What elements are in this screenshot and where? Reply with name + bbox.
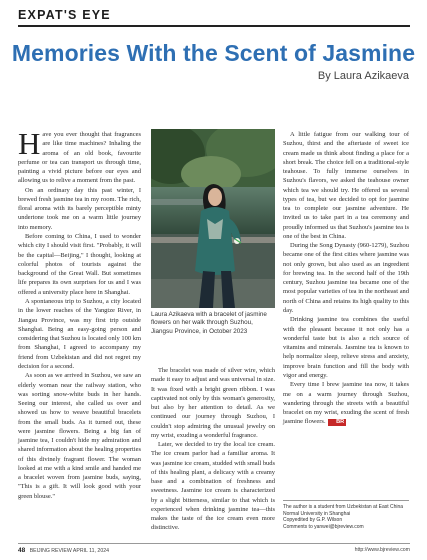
drop-cap: H [18,126,41,161]
page-number: 48 [18,546,26,554]
paragraph: Every time I brew jasmine tea now, it takes me on a warm journey through Suzhou, wandering through the streets with a beautiful bracelet on my wrist, exuding the scent of fresh jasmine flowers. BR [283,381,409,426]
paragraph: Later, we decided to try the local ice cream. The ice cream parlor had a familiar aroma. It was jasmine ice cream, studded with small buds of this healing plant, a delicacy with a creamy base and a combination of freshness and sweetness. Jasmine ice cream is characterized by a slight bitterness, similar to that which is experienced when drinking jasmine tea—this makes the taste of the ice cream even more distinctive. [151,441,275,532]
website-url: http://www.bjreview.com [354,546,410,553]
article-title: Memories With the Scent of Jasmine [11,40,416,66]
section-label: EXPAT'S EYE [18,8,111,22]
paragraph: A little fatigue from our walking tour of Suzhou, thirst and the aftertaste of sweet ice cream made us think about finding a place for a short break. The choice fell on a traditional-style teahouse. To fully immerse ourselves in Suzhou's flavors, we asked the teahouse owner which tea we should try. He offered us several types of tea, but we decided to opt for jasmine tea to complete our jasmine adventure. He invited us to take part in a tea ceremony and proudly informed us that Suzhou's jasmine tea is one of the best in China. [283,131,409,240]
paragraph: A spontaneous trip to Suzhou, a city located in the lower reaches of the Yangtze River, in Jiangsu Province, was my first trip outside Shanghai. Being an easy-going person and considering that Suzhou is located only 100 km from Shanghai, I agreed to accompany my friend from Uzbekistan and did not regret my decision for a second. [18,298,141,370]
paragraph: As soon as we arrived in Suzhou, we saw an elderly woman near the railway station, who was sorting snow-white buds in her hands. Seeing our interest, she called us over and showed us how to weave beautiful bracelets from the small buds. As it turned out, these were jasmine flowers. Being a big fan of jasmine tea, I couldn't hide my admiration and shared information about the healing properties of this divinely fragrant flower. The woman looked at me with a kind smile and handed me a bracelet woven from jasmine buds, saying, "This is a gift. It will look good with your green blouse." [18,372,141,500]
author-bio [283,500,409,531]
end-mark: BR [328,419,346,426]
photo-caption: Laura Azikaeva with a bracelet of jasmine flowers on her walk through Suzhou, Jiangsu Province, in October 2023 [151,311,267,335]
article-photo [151,129,275,308]
paragraph: Have you ever thought that fragrances are like time machines? Inhaling the aroma of an old book, favourite perfume or tea can transport us through time, painting a vivid picture before our eyes and allowing us to relive a moment from the past. [18,126,141,185]
paragraph: Drinking jasmine tea combines the useful with the pleasant because it not only has a wonderful taste but is also a rich source of vitamins and minerals. Jasmine tea is known to help normalize sleep, relieve stress and anxiety, improve brain function and fill the body with vigor and energy. [283,316,409,379]
paragraph: During the Song Dynasty (960-1279), Suzhou became one of the first cities where jasmine was not only grown, but also used as an ingredient for brewing tea. In the second half of the 19th century, Suzhou jasmine tea became one of the most popular varieties of tea in the northeast and north of China and retains its high quality to this day. [283,242,409,314]
paragraph: Before coming to China, I used to wonder which city I should visit first. "Probably, it will be the capital—Beijing," I thought, looking at colorful photos of tourists against the background of the Great Wall. But sometimes life prepares its own surprises for us and I was offered a university place here in Shanghai. [18,233,141,296]
page-footer [18,543,410,554]
article-column-1 [18,126,141,501]
article-column-2 [151,366,275,533]
bio-divider [283,500,409,501]
article-byline: By Laura Azikaeva [317,70,409,82]
bio-line: Comments to yanwei@bjreview.com [283,523,364,530]
paragraph: On an ordinary day this past winter, I brewed fresh jasmine tea in my room. The rich, floral aroma with its barely perceptible minty undertone took me on a warm little journey into memory. [18,186,141,231]
bio-line: The author is a student from Uzbekistan at East China Normal University in Shanghai [283,503,404,517]
header-divider [18,25,410,27]
publication-info: BEIJING REVIEW APRIL 11, 2024 [29,547,109,554]
section-header [18,8,410,27]
article-column-3 [283,130,409,427]
paragraph: The bracelet was made of silver wire, which made it easy to adjust and was universal in size. It was fixed with a bright green ribbon. I was captivated not only by this woman's generosity, but also by her attention to detail. As we continued our journey through Suzhou, I couldn't stop admiring the unusual jewelry on my wrist, exuding a wonderful fragrance. [151,367,275,439]
bio-line: Copyedited by G.P. Wilson [283,517,343,524]
footer-divider [18,543,410,544]
